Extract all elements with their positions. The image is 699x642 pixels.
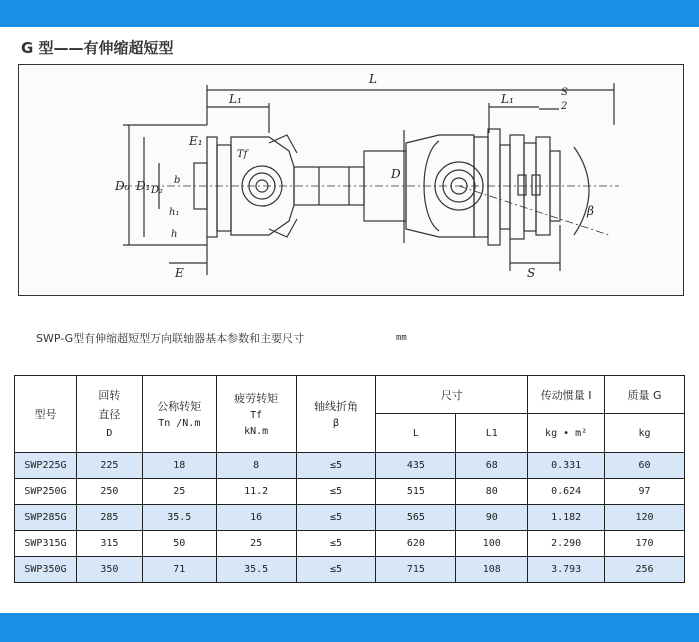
dim-label-h: h — [171, 229, 178, 240]
table-caption: SWP-G型有伸缩超短型万向联轴器基本参数和主要尺寸 — [36, 332, 305, 345]
cell-tf: 11.2 — [216, 479, 296, 505]
table-header-row-1 — [15, 376, 685, 414]
dim-label-E1: E₁ — [189, 134, 203, 148]
cell-tf: 8 — [216, 453, 296, 479]
dim-label-D: D — [391, 167, 401, 181]
cell-beta: ≤5 — [296, 531, 376, 557]
header-mass — [605, 376, 685, 414]
cell-model: SWP350G — [15, 557, 77, 583]
dim-label-D2: D₂ — [151, 185, 164, 196]
coupling-drawing-svg — [19, 65, 685, 297]
cell-l: 620 — [376, 531, 456, 557]
cell-d: 225 — [76, 453, 142, 479]
header-diameter — [76, 376, 142, 453]
spec-table — [14, 375, 685, 583]
cell-g: 256 — [605, 557, 685, 583]
cell-i: 0.624 — [528, 479, 605, 505]
cell-tn: 35.5 — [142, 505, 216, 531]
dim-label-s-half-num: S — [561, 87, 568, 98]
dim-label-S: S — [527, 266, 536, 280]
cell-l1: 90 — [456, 505, 528, 531]
cell-tn: 71 — [142, 557, 216, 583]
dim-label-h1: h₁ — [169, 207, 180, 218]
technical-drawing — [18, 64, 684, 296]
header-fatigue — [216, 376, 296, 453]
cell-l1: 108 — [456, 557, 528, 583]
cell-l: 435 — [376, 453, 456, 479]
cell-l: 565 — [376, 505, 456, 531]
dim-label-E: E — [175, 266, 184, 280]
cell-l1: 100 — [456, 531, 528, 557]
header-fatigue-sub2: kN.m — [244, 425, 269, 437]
cell-i: 3.793 — [528, 557, 605, 583]
table-row — [15, 531, 685, 557]
header-mass-label: 质量 G — [627, 388, 662, 402]
cell-d: 315 — [76, 531, 142, 557]
cell-tn: 50 — [142, 531, 216, 557]
dim-label-Tf: Tf — [237, 149, 248, 160]
header-model: 型号 — [15, 376, 77, 453]
header-size: 尺寸 — [376, 376, 528, 414]
cell-tf: 25 — [216, 531, 296, 557]
header-diameter-line3: D — [106, 427, 113, 439]
dim-label-L1-left: L₁ — [229, 92, 242, 106]
cell-i: 1.182 — [528, 505, 605, 531]
cell-g: 120 — [605, 505, 685, 531]
header-diameter-line1: 回转 — [98, 388, 121, 402]
cell-l1: 68 — [456, 453, 528, 479]
table-body — [15, 453, 685, 583]
cell-d: 350 — [76, 557, 142, 583]
cell-g: 60 — [605, 453, 685, 479]
header-fatigue-sub1: Tf — [250, 409, 263, 421]
cell-i: 2.290 — [528, 531, 605, 557]
cell-model: SWP250G — [15, 479, 77, 505]
dim-label-L: L — [369, 72, 377, 86]
cell-l: 515 — [376, 479, 456, 505]
cell-l1: 80 — [456, 479, 528, 505]
cell-d: 250 — [76, 479, 142, 505]
header-inertia-label: 传动惯量 I — [540, 388, 592, 402]
header-torque-sub: Tn /N.m — [158, 417, 201, 429]
cell-model: SWP315G — [15, 531, 77, 557]
cell-beta: ≤5 — [296, 557, 376, 583]
page-title: G 型——有伸缩超短型 — [21, 39, 174, 57]
header-angle — [296, 376, 376, 453]
dim-label-s-half-den: 2 — [561, 101, 568, 112]
cell-g: 170 — [605, 531, 685, 557]
cell-model: SWP225G — [15, 453, 77, 479]
cell-beta: ≤5 — [296, 505, 376, 531]
table-row — [15, 505, 685, 531]
header-mass-unit: kg — [605, 414, 685, 453]
header-size-L: L — [376, 414, 456, 453]
dim-label-D0: D₀ — [115, 179, 130, 193]
bottom-banner — [0, 613, 699, 642]
table-row — [15, 557, 685, 583]
header-angle-sub: β — [333, 417, 340, 429]
header-torque-cn: 公称转矩 — [157, 399, 202, 413]
header-inertia — [528, 376, 605, 414]
cell-tf: 16 — [216, 505, 296, 531]
table-row — [15, 479, 685, 505]
cell-tn: 18 — [142, 453, 216, 479]
table-row — [15, 453, 685, 479]
cell-i: 0.331 — [528, 453, 605, 479]
cell-beta: ≤5 — [296, 479, 376, 505]
header-fatigue-cn: 疲劳转矩 — [234, 391, 279, 405]
cell-tn: 25 — [142, 479, 216, 505]
dim-label-D1: D₁ — [136, 179, 151, 193]
cell-g: 97 — [605, 479, 685, 505]
dim-label-beta: β — [587, 204, 594, 218]
header-torque — [142, 376, 216, 453]
top-banner — [0, 0, 699, 27]
cell-beta: ≤5 — [296, 453, 376, 479]
cell-model: SWP285G — [15, 505, 77, 531]
cell-l: 715 — [376, 557, 456, 583]
header-diameter-line2: 直径 — [98, 407, 121, 421]
header-size-L1: L1 — [456, 414, 528, 453]
dim-label-b: b — [174, 175, 181, 186]
cell-d: 285 — [76, 505, 142, 531]
cell-tf: 35.5 — [216, 557, 296, 583]
header-inertia-unit: kg • m² — [528, 414, 605, 453]
header-angle-cn: 轴线折角 — [314, 399, 359, 413]
table-unit: mm — [396, 333, 407, 343]
dim-label-L1-right: L₁ — [501, 92, 514, 106]
